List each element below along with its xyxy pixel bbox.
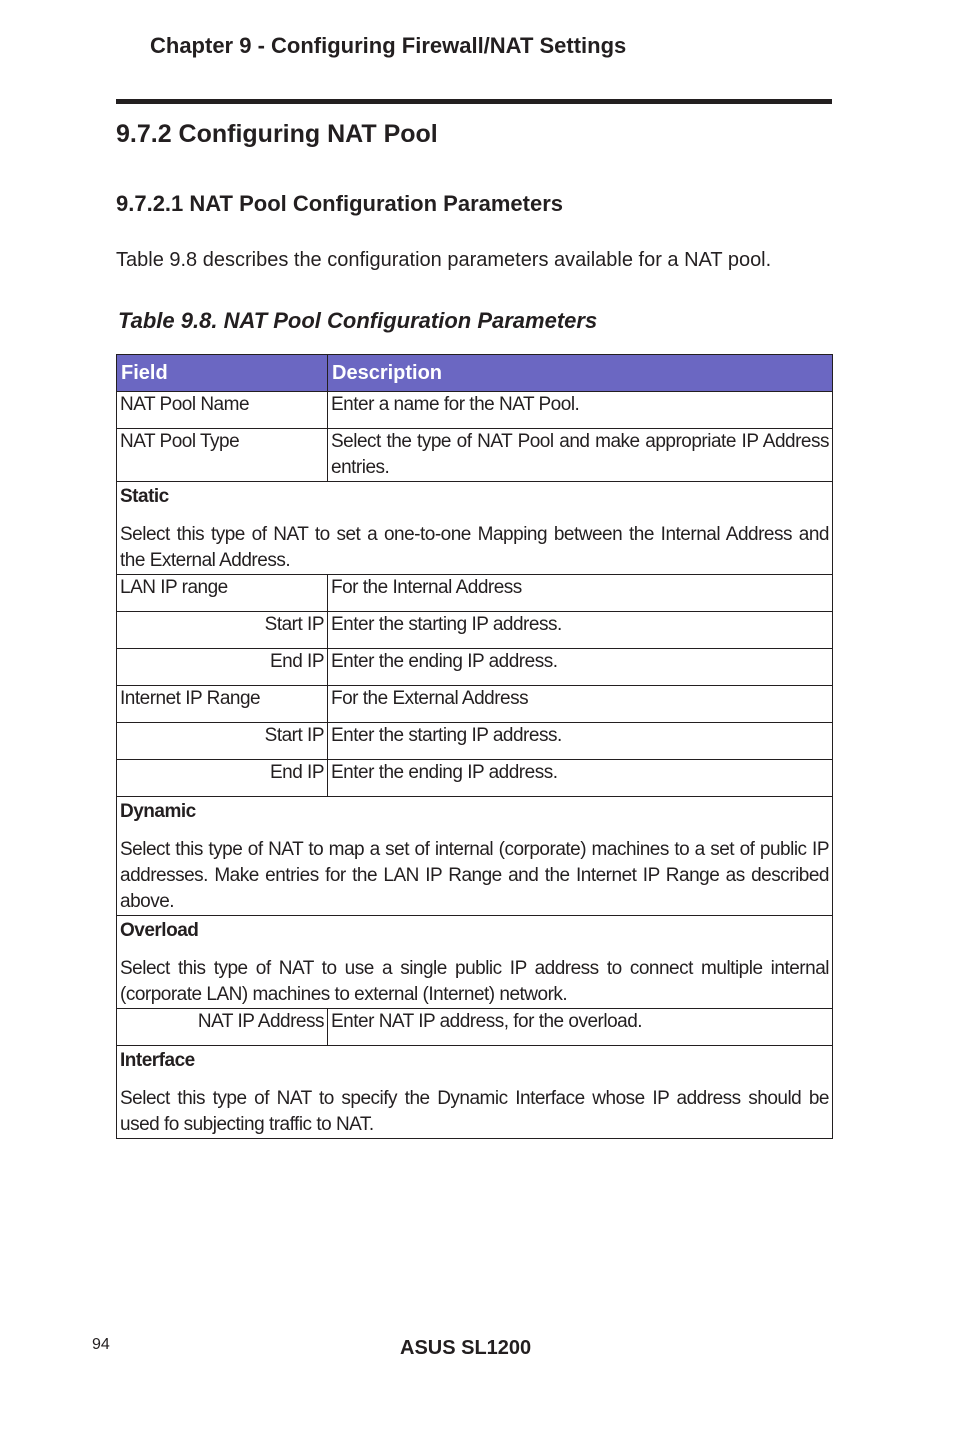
description-cell: For the External Address (328, 686, 833, 723)
footer-product: ASUS SL1200 (400, 1337, 532, 1359)
field-cell: Start IP (117, 612, 328, 649)
section-text: Select this type of NAT to use a single public IP address to connect multiple internal (corporate LAN) machines to external (Internet) network. (120, 958, 829, 1005)
description-cell: Select the type of NAT Pool and make appropriate IP Address entries. (328, 429, 833, 482)
section-heading: Overload (120, 920, 199, 941)
description-cell: Enter the ending IP address. (328, 760, 833, 797)
nat-pool-parameters-table (116, 354, 833, 1139)
table-row (117, 1009, 833, 1046)
section-heading: Static (120, 486, 169, 507)
table-header-row (117, 355, 833, 392)
section-cell (117, 916, 833, 1009)
description-cell: Enter the starting IP address. (328, 612, 833, 649)
table-row (117, 649, 833, 686)
table-row (117, 392, 833, 429)
table-row (117, 723, 833, 760)
section-cell (117, 797, 833, 916)
section-text: Select this type of NAT to specify the Dynamic Interface whose IP address should be used fo subjecting traffic to NAT. (120, 1088, 829, 1135)
table-row (117, 429, 833, 482)
description-cell: Enter the ending IP address. (328, 649, 833, 686)
section-row-static (117, 482, 833, 575)
description-cell: Enter the starting IP address. (328, 723, 833, 760)
table-row (117, 686, 833, 723)
table-row (117, 612, 833, 649)
table-row (117, 575, 833, 612)
section-heading: Interface (120, 1050, 195, 1071)
header-rule (116, 99, 832, 104)
chapter-header: Chapter 9 - Configuring Firewall/NAT Settings (150, 33, 627, 58)
field-cell: End IP (117, 649, 328, 686)
section-text: Select this type of NAT to set a one-to-one Mapping between the Internal Address and the External Address. (120, 524, 829, 571)
description-cell: For the Internal Address (328, 575, 833, 612)
field-cell: NAT Pool Name (117, 392, 328, 429)
description-cell: Enter NAT IP address, for the overload. (328, 1009, 833, 1046)
field-cell: Internet IP Range (117, 686, 328, 723)
description-cell: Enter a name for the NAT Pool. (328, 392, 833, 429)
section-row-dynamic (117, 797, 833, 916)
field-cell: NAT IP Address (117, 1009, 328, 1046)
table-row (117, 760, 833, 797)
field-cell: NAT Pool Type (117, 429, 328, 482)
column-header-description: Description (328, 355, 833, 392)
field-cell: End IP (117, 760, 328, 797)
section-row-interface (117, 1046, 833, 1139)
field-cell: LAN IP range (117, 575, 328, 612)
table-caption: Table 9.8. NAT Pool Configuration Parameters (118, 308, 598, 333)
section-heading: Dynamic (120, 801, 196, 822)
subsection-title: 9.7.2.1 NAT Pool Configuration Parameters (116, 191, 564, 216)
page-number: 94 (92, 1336, 110, 1353)
section-cell (117, 482, 833, 575)
intro-paragraph: Table 9.8 describes the configuration parameters available for a NAT pool. (116, 249, 772, 271)
section-text: Select this type of NAT to map a set of internal (corporate) machines to a set of public IP addresses. Make entries for the LAN IP Range and the Internet IP Range as described above. (120, 839, 829, 912)
section-title: 9.7.2 Configuring NAT Pool (116, 120, 438, 148)
column-header-field: Field (117, 355, 328, 392)
section-row-overload (117, 916, 833, 1009)
section-cell (117, 1046, 833, 1139)
field-cell: Start IP (117, 723, 328, 760)
